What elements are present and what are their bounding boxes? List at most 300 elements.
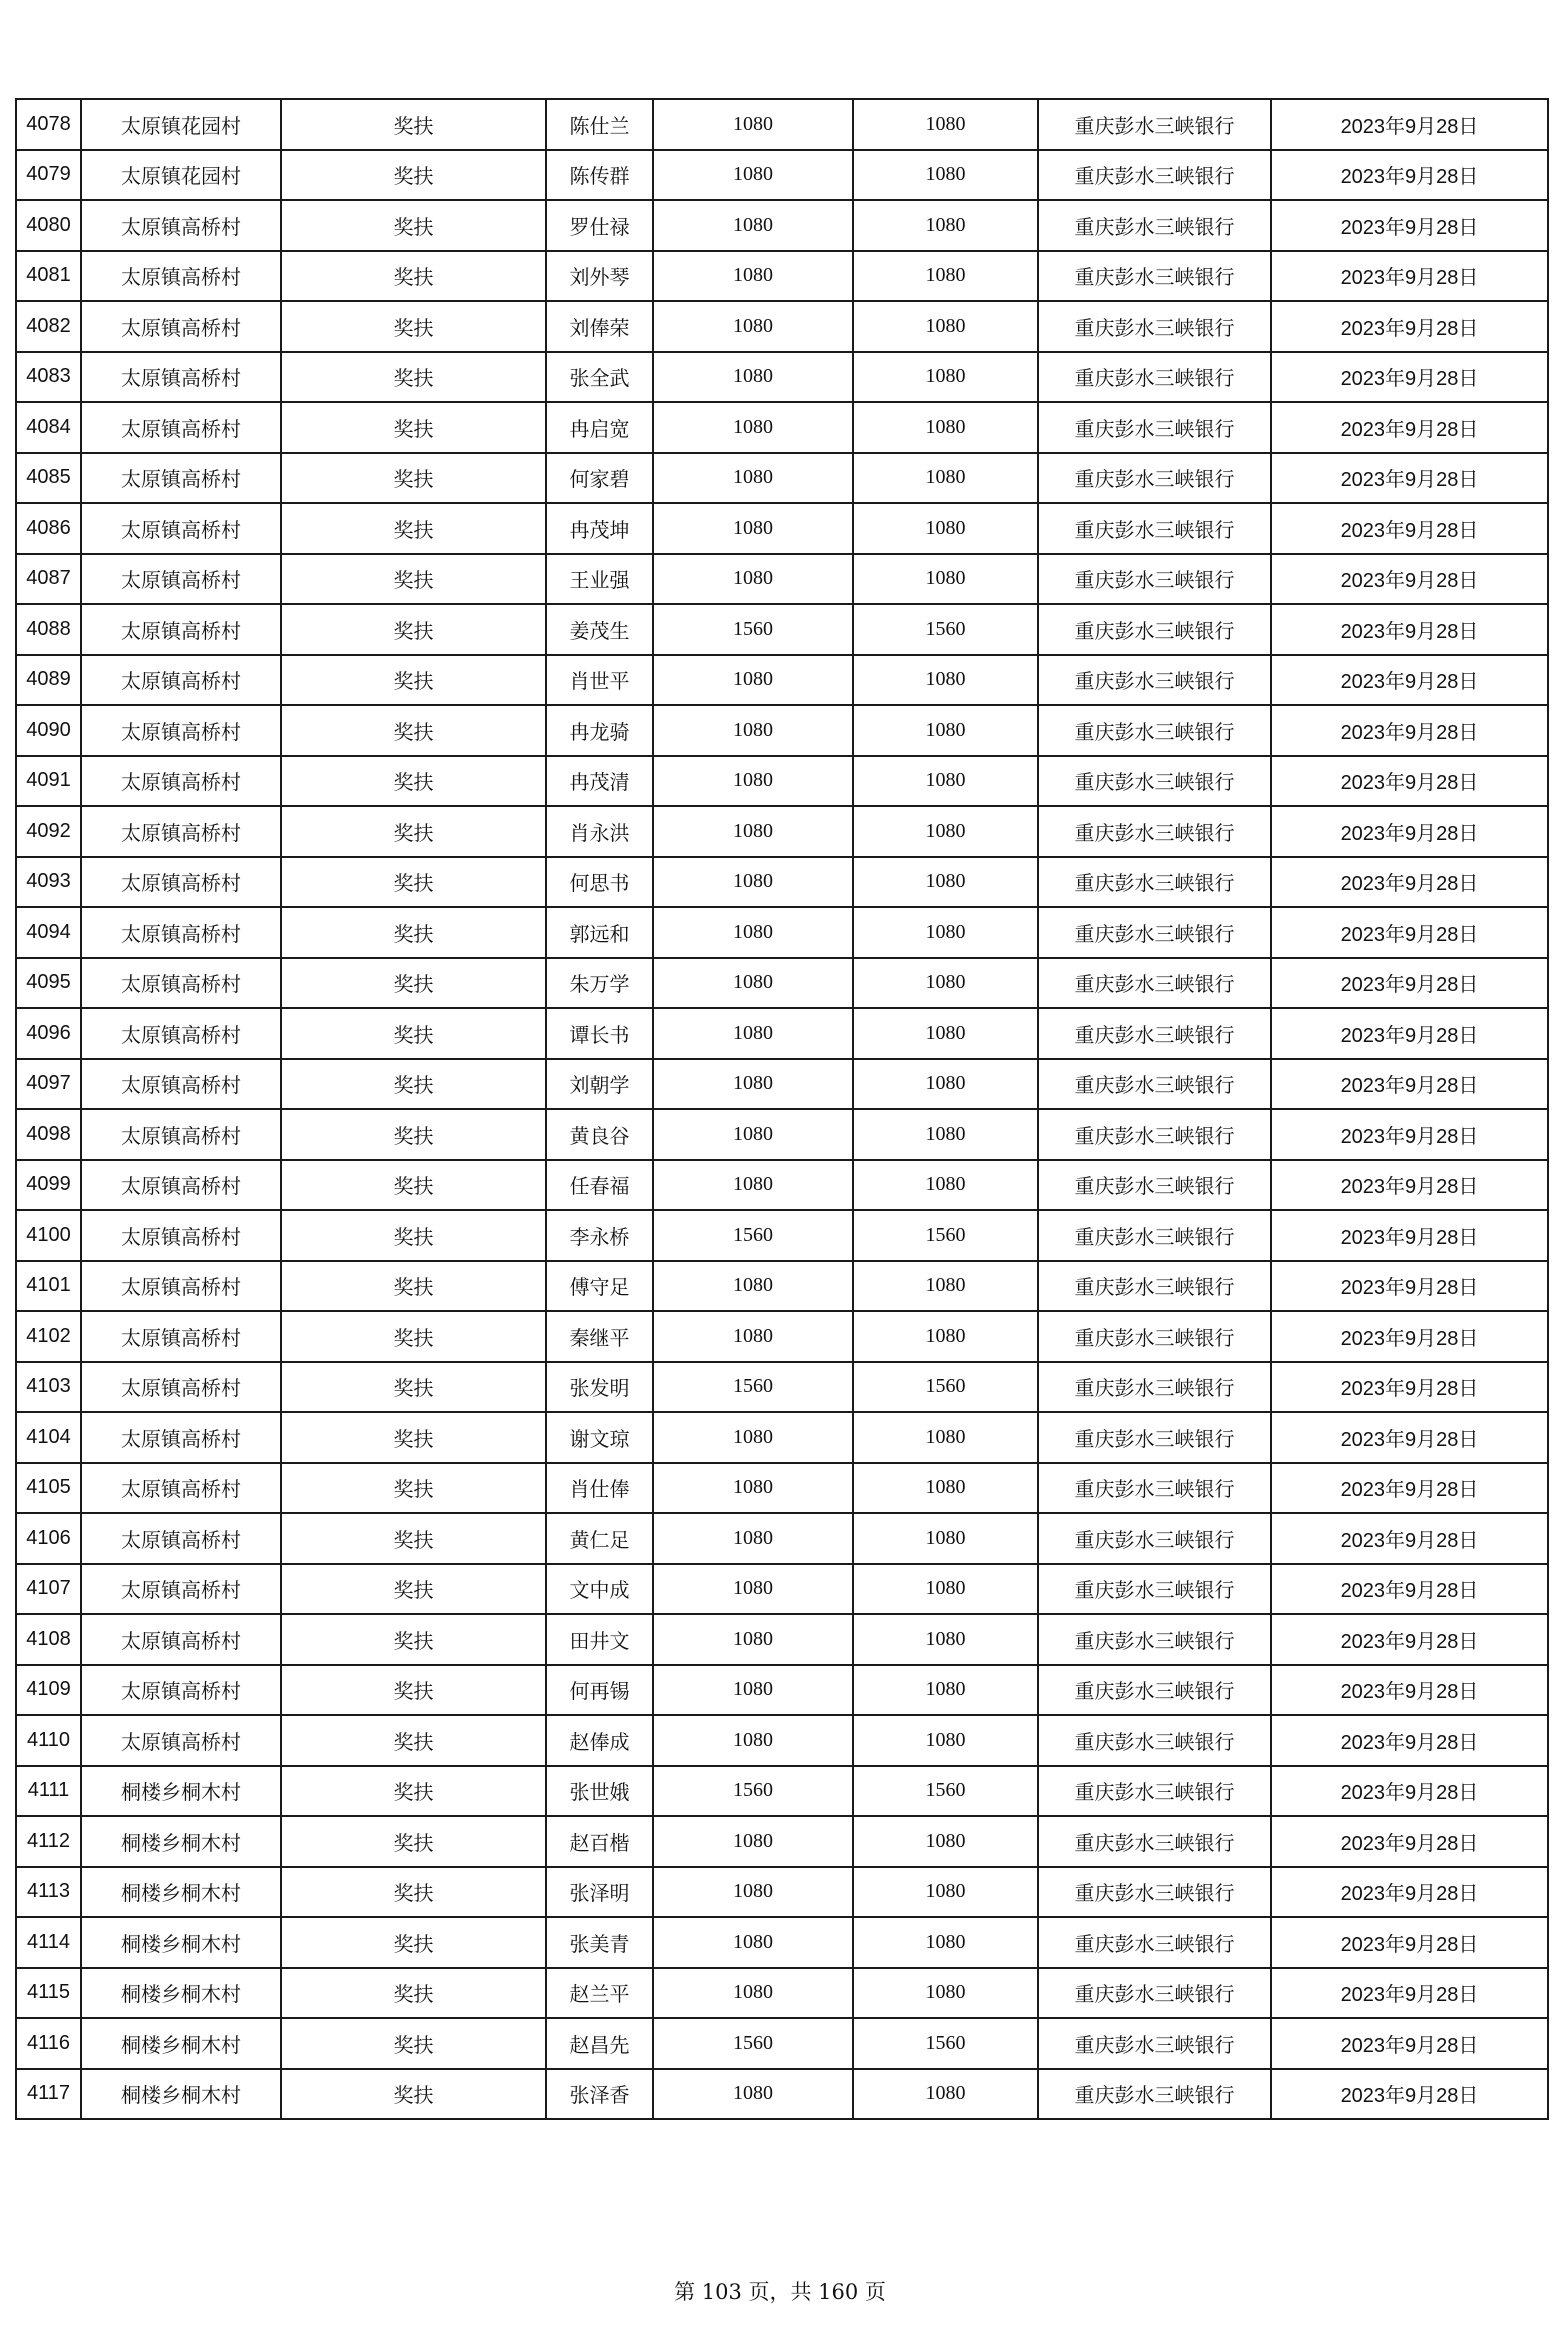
name-cell: 张泽明 — [546, 1867, 653, 1918]
row-number: 4107 — [16, 1564, 81, 1615]
village-cell: 太原镇高桥村 — [81, 200, 281, 251]
table-row — [16, 251, 1548, 302]
name-cell: 文中成 — [546, 1564, 653, 1615]
name-cell: 刘朝学 — [546, 1059, 653, 1110]
date-cell: 2023年9月28日 — [1271, 1059, 1548, 1110]
row-number: 4117 — [16, 2069, 81, 2120]
village-cell: 太原镇高桥村 — [81, 1059, 281, 1110]
amount-cell: 1560 — [653, 1210, 853, 1261]
name-cell: 张全武 — [546, 352, 653, 403]
name-cell: 傅守足 — [546, 1261, 653, 1312]
paid-amount-cell: 1080 — [853, 1463, 1038, 1514]
date-cell: 2023年9月28日 — [1271, 453, 1548, 504]
date-cell: 2023年9月28日 — [1271, 1008, 1548, 1059]
table-row — [16, 2018, 1548, 2069]
table-row — [16, 1261, 1548, 1312]
table-row — [16, 503, 1548, 554]
name-cell: 张发明 — [546, 1362, 653, 1413]
type-cell: 奖扶 — [281, 857, 546, 908]
amount-cell: 1080 — [653, 503, 853, 554]
row-number: 4110 — [16, 1715, 81, 1766]
type-cell: 奖扶 — [281, 1564, 546, 1615]
bank-cell: 重庆彭水三峡银行 — [1038, 1008, 1271, 1059]
village-cell: 太原镇高桥村 — [81, 301, 281, 352]
row-number: 4116 — [16, 2018, 81, 2069]
type-cell: 奖扶 — [281, 958, 546, 1009]
type-cell: 奖扶 — [281, 1917, 546, 1968]
village-cell: 太原镇高桥村 — [81, 251, 281, 302]
type-cell: 奖扶 — [281, 1614, 546, 1665]
date-cell: 2023年9月28日 — [1271, 1766, 1548, 1817]
name-cell: 何思书 — [546, 857, 653, 908]
amount-cell: 1080 — [653, 1665, 853, 1716]
village-cell: 太原镇高桥村 — [81, 1513, 281, 1564]
village-cell: 太原镇花园村 — [81, 150, 281, 201]
row-number: 4096 — [16, 1008, 81, 1059]
table-row — [16, 1109, 1548, 1160]
type-cell: 奖扶 — [281, 1059, 546, 1110]
table-row — [16, 1766, 1548, 1817]
date-cell: 2023年9月28日 — [1271, 1816, 1548, 1867]
page-footer: 第 103 页，共 160 页 — [674, 2280, 886, 2304]
amount-cell: 1080 — [653, 99, 853, 150]
village-cell: 太原镇高桥村 — [81, 1210, 281, 1261]
table-row — [16, 1160, 1548, 1211]
date-cell: 2023年9月28日 — [1271, 352, 1548, 403]
row-number: 4112 — [16, 1816, 81, 1867]
bank-cell: 重庆彭水三峡银行 — [1038, 1412, 1271, 1463]
type-cell: 奖扶 — [281, 2069, 546, 2120]
date-cell: 2023年9月28日 — [1271, 1614, 1548, 1665]
bank-cell: 重庆彭水三峡银行 — [1038, 1362, 1271, 1413]
date-cell: 2023年9月28日 — [1271, 857, 1548, 908]
bank-cell: 重庆彭水三峡银行 — [1038, 1766, 1271, 1817]
village-cell: 太原镇高桥村 — [81, 806, 281, 857]
paid-amount-cell: 1080 — [853, 554, 1038, 605]
village-cell: 太原镇高桥村 — [81, 756, 281, 807]
date-cell: 2023年9月28日 — [1271, 705, 1548, 756]
village-cell: 太原镇高桥村 — [81, 1614, 281, 1665]
date-cell: 2023年9月28日 — [1271, 503, 1548, 554]
amount-cell: 1080 — [653, 453, 853, 504]
date-cell: 2023年9月28日 — [1271, 402, 1548, 453]
bank-cell: 重庆彭水三峡银行 — [1038, 604, 1271, 655]
type-cell: 奖扶 — [281, 2018, 546, 2069]
village-cell: 太原镇高桥村 — [81, 1715, 281, 1766]
bank-cell: 重庆彭水三峡银行 — [1038, 1564, 1271, 1615]
village-cell: 太原镇高桥村 — [81, 1463, 281, 1514]
type-cell: 奖扶 — [281, 1766, 546, 1817]
amount-cell: 1560 — [653, 604, 853, 655]
paid-amount-cell: 1560 — [853, 2018, 1038, 2069]
date-cell: 2023年9月28日 — [1271, 655, 1548, 706]
paid-amount-cell: 1080 — [853, 958, 1038, 1009]
type-cell: 奖扶 — [281, 503, 546, 554]
type-cell: 奖扶 — [281, 200, 546, 251]
name-cell: 刘外琴 — [546, 251, 653, 302]
name-cell: 陈传群 — [546, 150, 653, 201]
type-cell: 奖扶 — [281, 604, 546, 655]
bank-cell: 重庆彭水三峡银行 — [1038, 200, 1271, 251]
row-number: 4104 — [16, 1412, 81, 1463]
paid-amount-cell: 1080 — [853, 402, 1038, 453]
date-cell: 2023年9月28日 — [1271, 1463, 1548, 1514]
amount-cell: 1080 — [653, 1160, 853, 1211]
village-cell: 太原镇高桥村 — [81, 1362, 281, 1413]
type-cell: 奖扶 — [281, 1715, 546, 1766]
table-row — [16, 1564, 1548, 1615]
bank-cell: 重庆彭水三峡银行 — [1038, 503, 1271, 554]
name-cell: 李永桥 — [546, 1210, 653, 1261]
name-cell: 谢文琼 — [546, 1412, 653, 1463]
date-cell: 2023年9月28日 — [1271, 1210, 1548, 1261]
date-cell: 2023年9月28日 — [1271, 1917, 1548, 1968]
bank-cell: 重庆彭水三峡银行 — [1038, 1210, 1271, 1261]
amount-cell: 1080 — [653, 301, 853, 352]
paid-amount-cell: 1080 — [853, 1008, 1038, 1059]
row-number: 4078 — [16, 99, 81, 150]
paid-amount-cell: 1560 — [853, 1362, 1038, 1413]
date-cell: 2023年9月28日 — [1271, 907, 1548, 958]
bank-cell: 重庆彭水三峡银行 — [1038, 857, 1271, 908]
row-number: 4090 — [16, 705, 81, 756]
amount-cell: 1080 — [653, 200, 853, 251]
date-cell: 2023年9月28日 — [1271, 2018, 1548, 2069]
table-row — [16, 150, 1548, 201]
paid-amount-cell: 1080 — [853, 806, 1038, 857]
row-number: 4089 — [16, 655, 81, 706]
table-row — [16, 958, 1548, 1009]
row-number: 4115 — [16, 1968, 81, 2019]
date-cell: 2023年9月28日 — [1271, 99, 1548, 150]
date-cell: 2023年9月28日 — [1271, 604, 1548, 655]
amount-cell: 1080 — [653, 1564, 853, 1615]
paid-amount-cell: 1560 — [853, 604, 1038, 655]
row-number: 4114 — [16, 1917, 81, 1968]
table-row — [16, 402, 1548, 453]
table-row — [16, 200, 1548, 251]
bank-cell: 重庆彭水三峡银行 — [1038, 352, 1271, 403]
paid-amount-cell: 1080 — [853, 655, 1038, 706]
type-cell: 奖扶 — [281, 352, 546, 403]
paid-amount-cell: 1080 — [853, 1968, 1038, 2019]
date-cell: 2023年9月28日 — [1271, 1513, 1548, 1564]
row-number: 4087 — [16, 554, 81, 605]
village-cell: 太原镇高桥村 — [81, 1311, 281, 1362]
amount-cell: 1560 — [653, 1362, 853, 1413]
date-cell: 2023年9月28日 — [1271, 1867, 1548, 1918]
row-number: 4106 — [16, 1513, 81, 1564]
bank-cell: 重庆彭水三峡银行 — [1038, 402, 1271, 453]
date-cell: 2023年9月28日 — [1271, 200, 1548, 251]
bank-cell: 重庆彭水三峡银行 — [1038, 1463, 1271, 1514]
type-cell: 奖扶 — [281, 402, 546, 453]
bank-cell: 重庆彭水三峡银行 — [1038, 1968, 1271, 2019]
bank-cell: 重庆彭水三峡银行 — [1038, 1715, 1271, 1766]
name-cell: 肖仕俸 — [546, 1463, 653, 1514]
amount-cell: 1080 — [653, 1917, 853, 1968]
amount-cell: 1080 — [653, 251, 853, 302]
table-row — [16, 806, 1548, 857]
date-cell: 2023年9月28日 — [1271, 1665, 1548, 1716]
row-number: 4095 — [16, 958, 81, 1009]
date-cell: 2023年9月28日 — [1271, 554, 1548, 605]
amount-cell: 1080 — [653, 1059, 853, 1110]
village-cell: 太原镇花园村 — [81, 99, 281, 150]
name-cell: 赵百楷 — [546, 1816, 653, 1867]
village-cell: 桐楼乡桐木村 — [81, 1766, 281, 1817]
bank-cell: 重庆彭水三峡银行 — [1038, 99, 1271, 150]
amount-cell: 1080 — [653, 1715, 853, 1766]
table-row — [16, 1665, 1548, 1716]
row-number: 4085 — [16, 453, 81, 504]
bank-cell: 重庆彭水三峡银行 — [1038, 1513, 1271, 1564]
paid-amount-cell: 1080 — [853, 251, 1038, 302]
name-cell: 冉茂清 — [546, 756, 653, 807]
village-cell: 太原镇高桥村 — [81, 1261, 281, 1312]
date-cell: 2023年9月28日 — [1271, 1160, 1548, 1211]
village-cell: 太原镇高桥村 — [81, 907, 281, 958]
name-cell: 谭长书 — [546, 1008, 653, 1059]
name-cell: 刘俸荣 — [546, 301, 653, 352]
date-cell: 2023年9月28日 — [1271, 1362, 1548, 1413]
village-cell: 桐楼乡桐木村 — [81, 1816, 281, 1867]
table-row — [16, 1917, 1548, 1968]
date-cell: 2023年9月28日 — [1271, 1109, 1548, 1160]
row-number: 4102 — [16, 1311, 81, 1362]
name-cell: 田井文 — [546, 1614, 653, 1665]
table-row — [16, 1362, 1548, 1413]
village-cell: 太原镇高桥村 — [81, 402, 281, 453]
date-cell: 2023年9月28日 — [1271, 301, 1548, 352]
date-cell: 2023年9月28日 — [1271, 1564, 1548, 1615]
name-cell: 赵昌先 — [546, 2018, 653, 2069]
bank-cell: 重庆彭水三峡银行 — [1038, 301, 1271, 352]
amount-cell: 1080 — [653, 655, 853, 706]
amount-cell: 1080 — [653, 1109, 853, 1160]
name-cell: 朱万学 — [546, 958, 653, 1009]
row-number: 4084 — [16, 402, 81, 453]
row-number: 4108 — [16, 1614, 81, 1665]
row-number: 4105 — [16, 1463, 81, 1514]
paid-amount-cell: 1080 — [853, 1715, 1038, 1766]
amount-cell: 1080 — [653, 907, 853, 958]
bank-cell: 重庆彭水三峡银行 — [1038, 1311, 1271, 1362]
row-number: 4081 — [16, 251, 81, 302]
table-row — [16, 1968, 1548, 2019]
bank-cell: 重庆彭水三峡银行 — [1038, 756, 1271, 807]
paid-amount-cell: 1080 — [853, 857, 1038, 908]
type-cell: 奖扶 — [281, 1210, 546, 1261]
date-cell: 2023年9月28日 — [1271, 1412, 1548, 1463]
bank-cell: 重庆彭水三峡银行 — [1038, 150, 1271, 201]
type-cell: 奖扶 — [281, 251, 546, 302]
village-cell: 太原镇高桥村 — [81, 1665, 281, 1716]
table-row — [16, 655, 1548, 706]
type-cell: 奖扶 — [281, 1463, 546, 1514]
amount-cell: 1080 — [653, 554, 853, 605]
village-cell: 太原镇高桥村 — [81, 655, 281, 706]
paid-amount-cell: 1080 — [853, 99, 1038, 150]
table-row — [16, 1513, 1548, 1564]
name-cell: 冉龙骑 — [546, 705, 653, 756]
village-cell: 太原镇高桥村 — [81, 1564, 281, 1615]
bank-cell: 重庆彭水三峡银行 — [1038, 655, 1271, 706]
type-cell: 奖扶 — [281, 453, 546, 504]
amount-cell: 1080 — [653, 1968, 853, 2019]
row-number: 4091 — [16, 756, 81, 807]
amount-cell: 1080 — [653, 1311, 853, 1362]
table-row — [16, 705, 1548, 756]
paid-amount-cell: 1080 — [853, 1917, 1038, 1968]
table-row — [16, 1059, 1548, 1110]
amount-cell: 1080 — [653, 150, 853, 201]
paid-amount-cell: 1080 — [853, 1109, 1038, 1160]
paid-amount-cell: 1560 — [853, 1210, 1038, 1261]
name-cell: 黄良谷 — [546, 1109, 653, 1160]
name-cell: 陈仕兰 — [546, 99, 653, 150]
village-cell: 太原镇高桥村 — [81, 1008, 281, 1059]
date-cell: 2023年9月28日 — [1271, 1715, 1548, 1766]
amount-cell: 1080 — [653, 705, 853, 756]
table-row — [16, 2069, 1548, 2120]
table-row — [16, 756, 1548, 807]
village-cell: 太原镇高桥村 — [81, 554, 281, 605]
row-number: 4094 — [16, 907, 81, 958]
village-cell: 太原镇高桥村 — [81, 1160, 281, 1211]
amount-cell: 1560 — [653, 1766, 853, 1817]
name-cell: 张泽香 — [546, 2069, 653, 2120]
table-row — [16, 1463, 1548, 1514]
row-number: 4083 — [16, 352, 81, 403]
village-cell: 太原镇高桥村 — [81, 705, 281, 756]
paid-amount-cell: 1080 — [853, 756, 1038, 807]
type-cell: 奖扶 — [281, 1867, 546, 1918]
paid-amount-cell: 1080 — [853, 1816, 1038, 1867]
village-cell: 桐楼乡桐木村 — [81, 1917, 281, 1968]
paid-amount-cell: 1080 — [853, 1412, 1038, 1463]
name-cell: 罗仕禄 — [546, 200, 653, 251]
bank-cell: 重庆彭水三峡银行 — [1038, 2069, 1271, 2120]
table-row — [16, 907, 1548, 958]
table-row — [16, 857, 1548, 908]
amount-cell: 1080 — [653, 1513, 853, 1564]
bank-cell: 重庆彭水三峡银行 — [1038, 1109, 1271, 1160]
table-row — [16, 1816, 1548, 1867]
type-cell: 奖扶 — [281, 1816, 546, 1867]
amount-cell: 1080 — [653, 352, 853, 403]
date-cell: 2023年9月28日 — [1271, 1968, 1548, 2019]
row-number: 4111 — [16, 1766, 81, 1817]
date-cell: 2023年9月28日 — [1271, 958, 1548, 1009]
payment-table — [15, 98, 1549, 2120]
village-cell: 桐楼乡桐木村 — [81, 2069, 281, 2120]
amount-cell: 1560 — [653, 2018, 853, 2069]
paid-amount-cell: 1080 — [853, 1160, 1038, 1211]
type-cell: 奖扶 — [281, 1665, 546, 1716]
row-number: 4080 — [16, 200, 81, 251]
amount-cell: 1080 — [653, 1614, 853, 1665]
table-row — [16, 352, 1548, 403]
paid-amount-cell: 1080 — [853, 705, 1038, 756]
bank-cell: 重庆彭水三峡银行 — [1038, 1614, 1271, 1665]
type-cell: 奖扶 — [281, 1362, 546, 1413]
amount-cell: 1080 — [653, 756, 853, 807]
name-cell: 郭远和 — [546, 907, 653, 958]
amount-cell: 1080 — [653, 1008, 853, 1059]
type-cell: 奖扶 — [281, 554, 546, 605]
name-cell: 任春福 — [546, 1160, 653, 1211]
type-cell: 奖扶 — [281, 1412, 546, 1463]
type-cell: 奖扶 — [281, 1513, 546, 1564]
row-number: 4079 — [16, 150, 81, 201]
type-cell: 奖扶 — [281, 907, 546, 958]
paid-amount-cell: 1080 — [853, 2069, 1038, 2120]
table-row — [16, 1210, 1548, 1261]
village-cell: 桐楼乡桐木村 — [81, 2018, 281, 2069]
amount-cell: 1080 — [653, 1867, 853, 1918]
amount-cell: 1080 — [653, 1412, 853, 1463]
village-cell: 太原镇高桥村 — [81, 352, 281, 403]
paid-amount-cell: 1080 — [853, 352, 1038, 403]
row-number: 4103 — [16, 1362, 81, 1413]
table-row — [16, 301, 1548, 352]
paid-amount-cell: 1080 — [853, 1614, 1038, 1665]
bank-cell: 重庆彭水三峡银行 — [1038, 2018, 1271, 2069]
row-number: 4086 — [16, 503, 81, 554]
paid-amount-cell: 1080 — [853, 503, 1038, 554]
date-cell: 2023年9月28日 — [1271, 150, 1548, 201]
name-cell: 王业强 — [546, 554, 653, 605]
date-cell: 2023年9月28日 — [1271, 251, 1548, 302]
village-cell: 太原镇高桥村 — [81, 1412, 281, 1463]
bank-cell: 重庆彭水三峡银行 — [1038, 1059, 1271, 1110]
table-row — [16, 453, 1548, 504]
name-cell: 赵俸成 — [546, 1715, 653, 1766]
paid-amount-cell: 1080 — [853, 1311, 1038, 1362]
paid-amount-cell: 1080 — [853, 1059, 1038, 1110]
paid-amount-cell: 1080 — [853, 1564, 1038, 1615]
row-number: 4092 — [16, 806, 81, 857]
bank-cell: 重庆彭水三峡银行 — [1038, 806, 1271, 857]
name-cell: 何再锡 — [546, 1665, 653, 1716]
row-number: 4101 — [16, 1261, 81, 1312]
date-cell: 2023年9月28日 — [1271, 1261, 1548, 1312]
village-cell: 太原镇高桥村 — [81, 503, 281, 554]
type-cell: 奖扶 — [281, 1261, 546, 1312]
amount-cell: 1080 — [653, 806, 853, 857]
table-row — [16, 99, 1548, 150]
type-cell: 奖扶 — [281, 1008, 546, 1059]
village-cell: 桐楼乡桐木村 — [81, 1968, 281, 2019]
row-number: 4082 — [16, 301, 81, 352]
paid-amount-cell: 1080 — [853, 1665, 1038, 1716]
date-cell: 2023年9月28日 — [1271, 756, 1548, 807]
bank-cell: 重庆彭水三峡银行 — [1038, 1160, 1271, 1211]
bank-cell: 重庆彭水三峡银行 — [1038, 1917, 1271, 1968]
type-cell: 奖扶 — [281, 150, 546, 201]
name-cell: 肖永洪 — [546, 806, 653, 857]
bank-cell: 重庆彭水三峡银行 — [1038, 1665, 1271, 1716]
name-cell: 张美青 — [546, 1917, 653, 1968]
type-cell: 奖扶 — [281, 756, 546, 807]
name-cell: 黄仁足 — [546, 1513, 653, 1564]
amount-cell: 1080 — [653, 958, 853, 1009]
type-cell: 奖扶 — [281, 655, 546, 706]
bank-cell: 重庆彭水三峡银行 — [1038, 1261, 1271, 1312]
amount-cell: 1080 — [653, 2069, 853, 2120]
village-cell: 桐楼乡桐木村 — [81, 1867, 281, 1918]
